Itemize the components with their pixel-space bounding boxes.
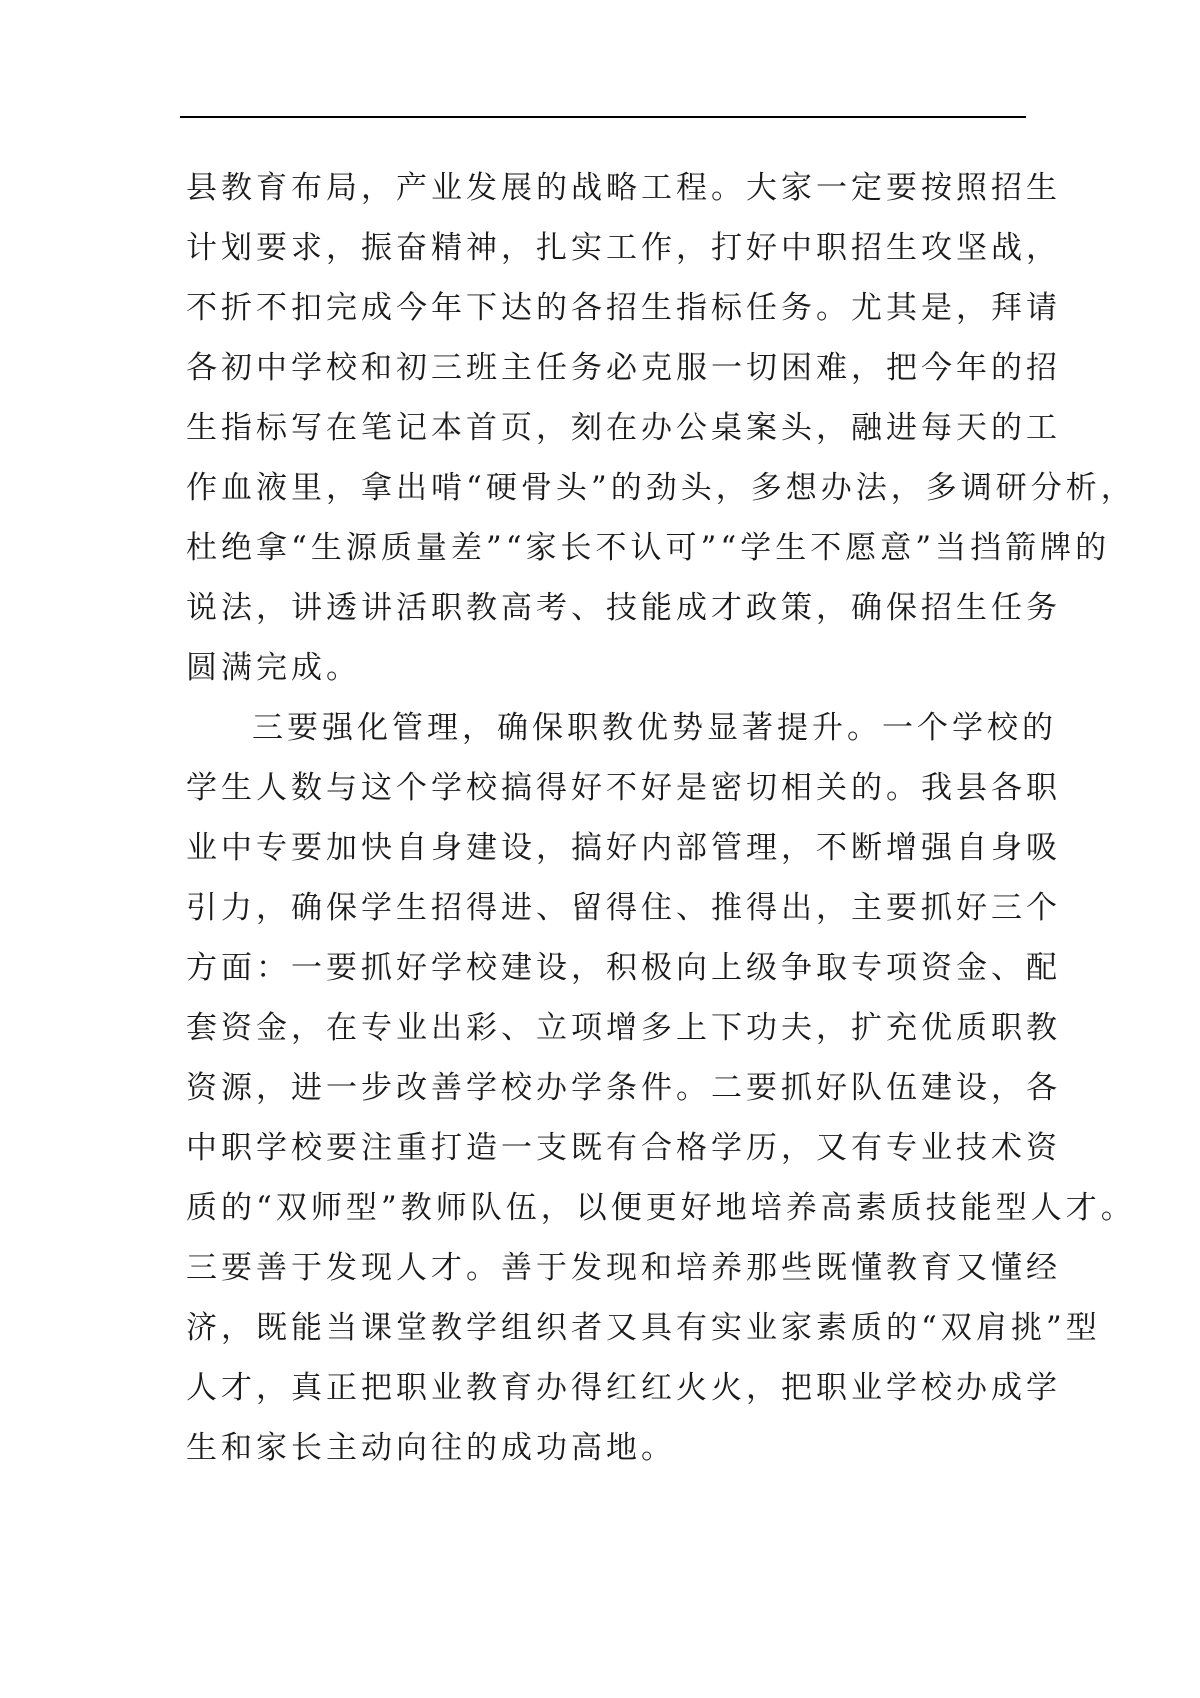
text-line: 作血液里，拿出啃“硬骨头”的劲头，多想办法，多调研分析， bbox=[186, 470, 1136, 506]
header-rule bbox=[180, 116, 1026, 118]
text-line: 生指标写在笔记本首页，刻在办公桌案头，融进每天的工 bbox=[186, 410, 1061, 446]
text-line: 县教育布局，产业发展的战略工程。大家一定要按照招生 bbox=[186, 170, 1061, 206]
text-line: 人才，真正把职业教育办得红红火火，把职业学校办成学 bbox=[186, 1370, 1061, 1406]
text-line: 生和家长主动向往的成功高地。 bbox=[186, 1430, 676, 1466]
text-line: 业中专要加快自身建设，搞好内部管理，不断增强自身吸 bbox=[186, 830, 1061, 866]
document-body bbox=[186, 158, 1136, 1478]
text-line: 不折不扣完成今年下达的各招生指标任务。尤其是，拜请 bbox=[186, 290, 1061, 326]
text-line: 杜绝拿“生源质量差”“家长不认可”“学生不愿意”当挡箭牌的 bbox=[186, 530, 1111, 566]
text-line: 各初中学校和初三班主任务必克服一切困难，把今年的招 bbox=[186, 350, 1061, 386]
paragraph-first-line: 三要强化管理，确保职教优势显著提升。一个学校的 bbox=[252, 710, 1057, 746]
text-line: 资源，进一步改善学校办学条件。二要抓好队伍建设，各 bbox=[186, 1070, 1061, 1106]
text-line: 方面：一要抓好学校建设，积极向上级争取专项资金、配 bbox=[186, 950, 1061, 986]
text-line: 质的“双师型”教师队伍，以便更好地培养高素质技能型人才。 bbox=[186, 1190, 1136, 1226]
text-line: 计划要求，振奋精神，扎实工作，打好中职招生攻坚战， bbox=[186, 230, 1061, 266]
text-line: 中职学校要注重打造一支既有合格学历，又有专业技术资 bbox=[186, 1130, 1061, 1166]
text-line: 说法，讲透讲活职教高考、技能成才政策，确保招生任务 bbox=[186, 590, 1061, 626]
text-line: 学生人数与这个学校搞得好不好是密切相关的。我县各职 bbox=[186, 770, 1061, 806]
text-line: 圆满完成。 bbox=[186, 650, 361, 686]
text-line: 三要善于发现人才。善于发现和培养那些既懂教育又懂经 bbox=[186, 1250, 1061, 1286]
text-line: 引力，确保学生招得进、留得住、推得出，主要抓好三个 bbox=[186, 890, 1061, 926]
text-line: 套资金，在专业出彩、立项增多上下功夫，扩充优质职教 bbox=[186, 1010, 1061, 1046]
text-line: 济，既能当课堂教学组织者又具有实业家素质的“双肩挑”型 bbox=[186, 1310, 1101, 1346]
